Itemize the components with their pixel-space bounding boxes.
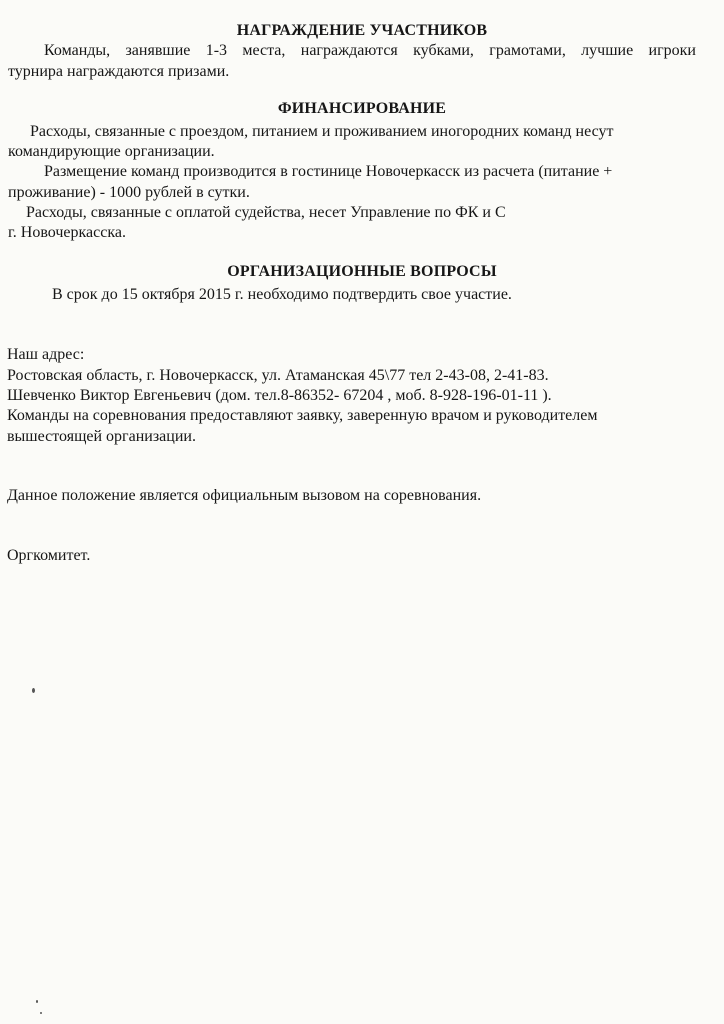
awards-heading: НАГРАЖДЕНИЕ УЧАСТНИКОВ [236, 22, 488, 39]
address-line-3: Команды на соревнования предоставляют заявку, заверенную врачом и руководителем [7, 407, 598, 424]
scan-speck [40, 1012, 42, 1014]
financing-p3-line-2: г. Новочеркасска. [8, 224, 126, 241]
scan-speck [36, 1000, 38, 1003]
address-line-2: Шевченко Виктор Евгеньевич (дом. тел.8-86352- 67204 , моб. 8-928-196-01-11 ). [7, 387, 552, 404]
financing-p2-line-2: проживание) - 1000 рублей в сутки. [8, 184, 250, 201]
financing-p2-line-1: Размещение команд производится в гостинице Новочеркасск из расчета (питание + [44, 163, 613, 180]
organizational-line-1: В срок до 15 октября 2015 г. необходимо подтвердить свое участие. [52, 286, 512, 303]
organizational-heading: ОРГАНИЗАЦИОННЫЕ ВОПРОСЫ [227, 263, 497, 280]
address-line-1: Ростовская область, г. Новочеркасск, ул. Атаманская 45\77 тел 2-43-08, 2-41-83. [7, 367, 549, 384]
financing-p1-line-2: командирующие организации. [8, 143, 215, 160]
awards-line-2: турнира награждаются призами. [8, 63, 230, 80]
scan-speck [32, 688, 35, 693]
financing-p3-line-1: Расходы, связанные с оплатой судейства, несет Управление по ФК и С [26, 204, 506, 221]
awards-line-1: Команды, занявшие 1-3 места, награждаются кубками, грамотами, лучшие игроки [44, 42, 696, 59]
financing-p1-line-1: Расходы, связанные с проездом, питанием и проживанием иногородних команд несут [30, 123, 614, 140]
official-call-line: Данное положение является официальным вызовом на соревнования. [7, 487, 482, 504]
address-line-4: вышестоящей организации. [7, 428, 196, 445]
financing-heading: ФИНАНСИРОВАНИЕ [277, 100, 447, 117]
address-label: Наш адрес: [7, 346, 85, 363]
signature-line: Оргкомитет. [7, 547, 91, 564]
